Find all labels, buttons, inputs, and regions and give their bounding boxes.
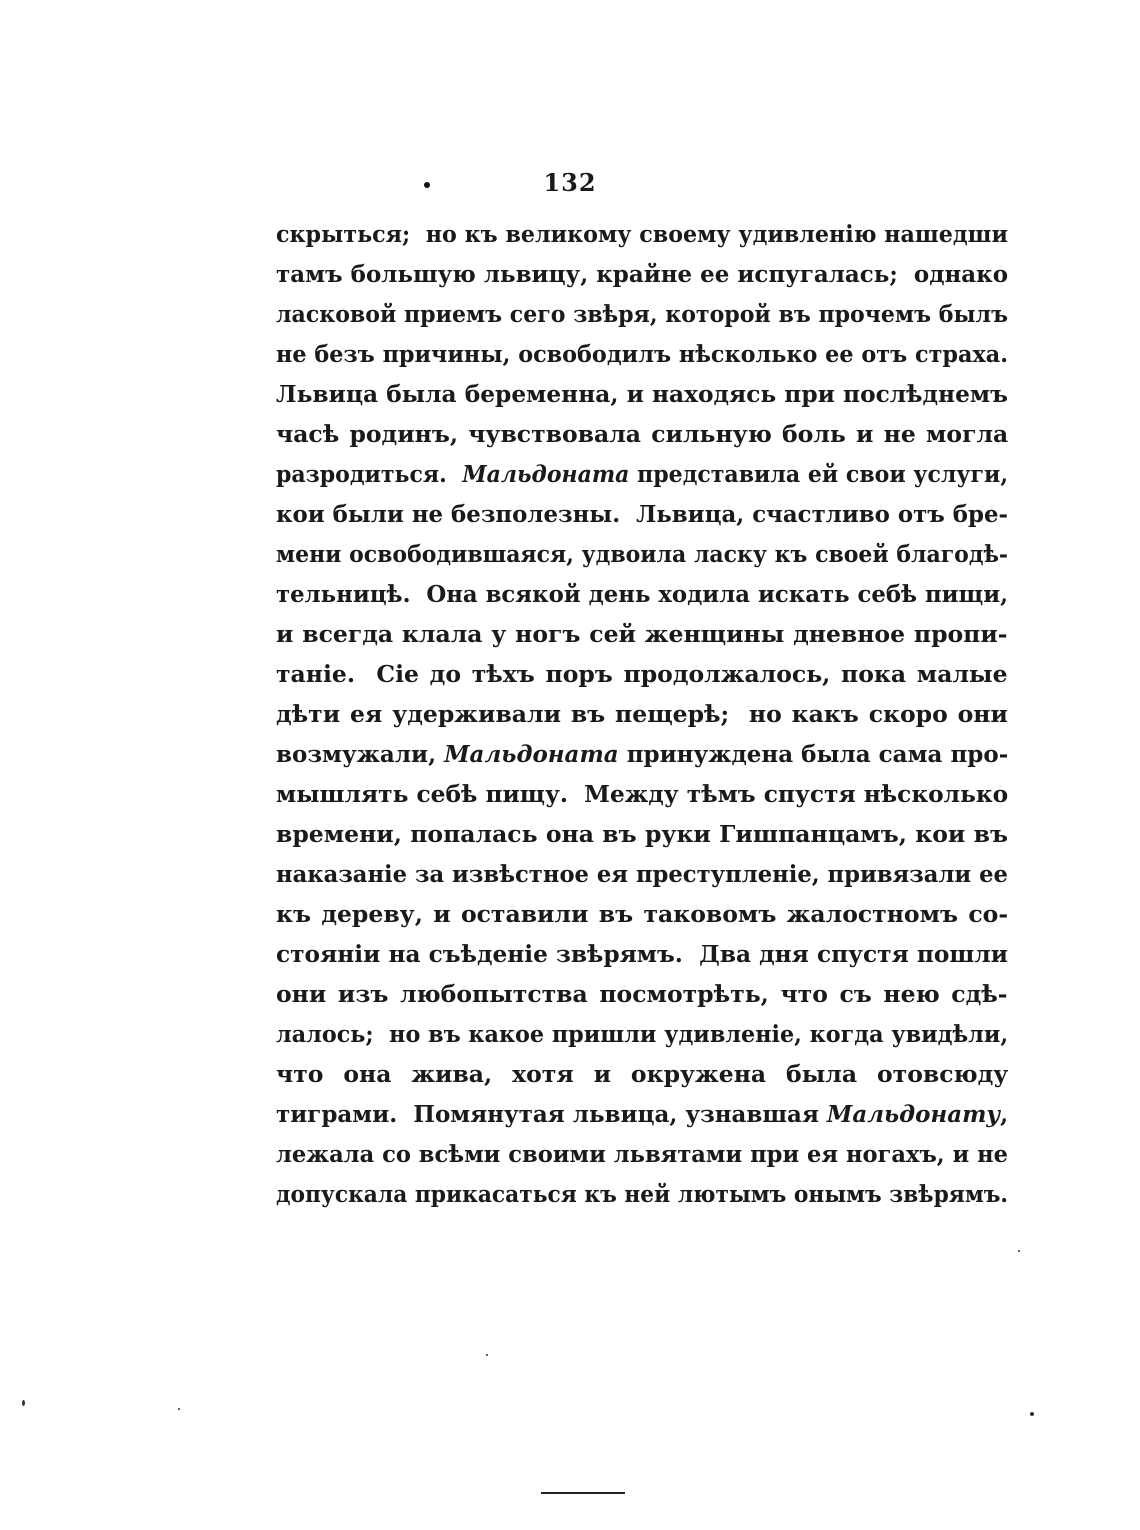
text-run: не безъ причины, освободилъ нѣсколько ее отъ страха. [276, 340, 1008, 368]
text-line [276, 374, 1008, 414]
text-run: мени освободившаяся, удвоила ласку къ своей благодѣ- [276, 540, 1009, 568]
text-run: принуждена была сама про- [618, 740, 1009, 768]
scan-speck [22, 1400, 25, 1406]
text-line [276, 934, 1008, 974]
scan-speck [178, 1408, 180, 1410]
scan-speck [1018, 1250, 1020, 1252]
text-line [276, 1094, 1008, 1134]
text-run: стояніи на съѣденіе звѣрямъ. Два дня спустя пошли [276, 940, 1009, 968]
text-line [276, 1054, 1008, 1094]
italic-name: Мальдонату [826, 1100, 1001, 1128]
text-run: разродиться. [276, 460, 463, 488]
text-line [276, 574, 1008, 614]
text-line [276, 414, 1008, 454]
text-run: Львица была беременна, и находясь при послѣднемъ [276, 380, 1008, 408]
text-line [276, 774, 1008, 814]
text-run: тамъ большую львицу, крайне ее испугалась; однако [276, 260, 1008, 288]
italic-name: Мальдоната [462, 460, 630, 488]
text-run: кои были не безполезны. Львица, счастливо отъ бре- [276, 500, 1008, 528]
text-line [276, 654, 1008, 694]
text-line [276, 814, 1008, 854]
text-run: тиграми. Помянутая львица, узнавшая [276, 1100, 827, 1128]
text-run: они изъ любопытства посмотрѣть, что съ нею сдѣ- [276, 980, 1008, 1008]
text-line [276, 1014, 1008, 1054]
text-run: скрыться; но къ великому своему удивленію нашедши [276, 220, 1008, 248]
text-run: къ дереву, и оставили въ таковомъ жалостномъ со- [276, 900, 1009, 928]
text-line [276, 694, 1008, 734]
text-run: часѣ родинъ, чувствовала сильную боль и не могла [276, 420, 1009, 448]
text-run: тельницѣ. Она всякой день ходила искать себѣ пищи, [276, 580, 1009, 608]
text-line [276, 334, 1008, 374]
text-line [276, 614, 1008, 654]
italic-name: Мальдоната [444, 740, 619, 768]
text-line [276, 454, 1008, 494]
text-run: мышлять себѣ пищу. Между тѣмъ спустя нѣсколько [276, 780, 1009, 808]
text-line [276, 974, 1008, 1014]
text-run: допускала прикасаться къ ней лютымъ онымъ звѣрямъ. [276, 1180, 1008, 1208]
text-line [276, 254, 1008, 294]
text-line [276, 294, 1008, 334]
footer-rule [541, 1492, 625, 1494]
text-run: и всегда клала у ногъ сей женщины дневное пропи- [276, 620, 1008, 648]
text-run: дѣти ея удерживали въ пещерѣ; но какъ скоро они [276, 700, 1008, 728]
text-run: лалось; но въ какое пришли удивленіе, когда увидѣли, [276, 1020, 1009, 1048]
text-line [276, 734, 1008, 774]
text-line [276, 534, 1008, 574]
text-run: наказаніе за извѣстное ея преступленіе, привязали ее [276, 860, 1008, 888]
text-run: представила ей свои услуги, [629, 460, 1009, 488]
text-line [276, 1174, 1008, 1214]
scan-speck [1030, 1412, 1034, 1416]
text-line [276, 854, 1008, 894]
text-line [276, 494, 1008, 534]
body-text [276, 214, 1008, 1214]
text-run: что она жива, хотя и окружена была отовсюду [276, 1060, 1009, 1088]
text-line [276, 894, 1008, 934]
text-line [276, 214, 1008, 254]
text-run: ласковой приемъ сего звѣря, которой въ прочемъ былъ [276, 300, 1009, 328]
text-line [276, 1134, 1008, 1174]
text-run: возмужали, [276, 740, 445, 768]
text-run: времени, попалась она въ руки Гишпанцамъ, кои въ [276, 820, 1009, 848]
text-run: , [1000, 1100, 1009, 1128]
text-run: таніе. Сіе до тѣхъ поръ продолжалось, пока малые [276, 660, 1008, 688]
text-run: лежала со всѣми своими львятами при ея ногахъ, и не [276, 1140, 1008, 1168]
scan-speck [486, 1354, 488, 1356]
page-number: 132 [543, 168, 597, 197]
